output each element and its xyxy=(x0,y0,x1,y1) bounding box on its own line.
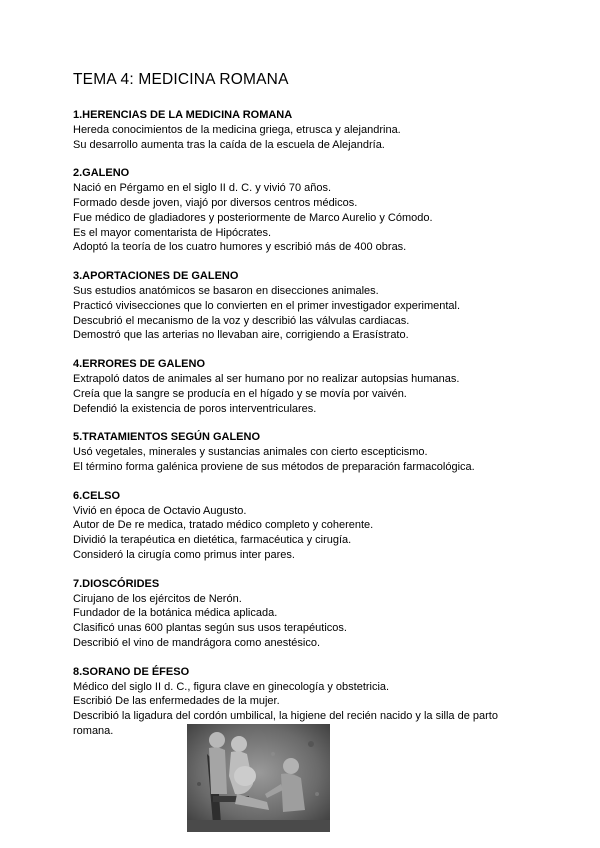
section-line: Demostró que las arterias no llevaban aire, corrigiendo a Erasístrato. xyxy=(73,329,409,342)
section-heading: 3.APORTACIONES DE GALENO xyxy=(73,270,239,283)
section-heading: 6.CELSO xyxy=(73,489,121,502)
section-line: Es el mayor comentarista de Hipócrates. xyxy=(73,226,272,239)
section-line: Describió la ligadura del cordón umbilical, la higiene del recién nacido y la silla de parto romana. xyxy=(73,710,498,737)
section-1 xyxy=(73,108,533,152)
section-line: Practicó vivisecciones que lo convierten en el primer investigador experimental. xyxy=(73,299,461,312)
section-line: Clasificó unas 600 plantas según sus usos terapéuticos. xyxy=(73,622,347,635)
section-line: Usó vegetales, minerales y sustancias animales con cierto escepticismo. xyxy=(73,446,428,459)
section-heading: 2.GALENO xyxy=(73,167,130,180)
document-page xyxy=(73,70,533,753)
section-line: Autor de De re medica, tratado médico completo y coherente. xyxy=(73,519,374,532)
section-line: Vivió en época de Octavio Augusto. xyxy=(73,504,247,517)
sections-container xyxy=(73,108,533,739)
section-line: Creía que la sangre se producía en el hígado y se movía por vaivén. xyxy=(73,387,407,400)
section-line: Sus estudios anatómicos se basaron en disecciones animales. xyxy=(73,284,379,297)
section-line: Adoptó la teoría de los cuatro humores y escribió más de 400 obras. xyxy=(73,241,407,254)
section-line: Descubrió el mecanismo de la voz y describió las válvulas cardiacas. xyxy=(73,314,410,327)
section-line: El término forma galénica proviene de sus métodos de preparación farmacológica. xyxy=(73,460,475,473)
section-line: Describió el vino de mandrágora como anestésico. xyxy=(73,636,321,649)
section-4 xyxy=(73,357,533,416)
section-line: Defendió la existencia de poros interventriculares. xyxy=(73,402,317,415)
section-line: Formado desde joven, viajó por diversos centros médicos. xyxy=(73,196,358,209)
section-heading: 4.ERRORES DE GALENO xyxy=(73,358,206,371)
section-3 xyxy=(73,269,533,343)
section-line: Extrapoló datos de animales al ser humano por no realizar autopsias humanas. xyxy=(73,372,460,385)
roman-birth-relief-image xyxy=(187,724,330,832)
section-2 xyxy=(73,166,533,255)
page-title: TEMA 4: MEDICINA ROMANA xyxy=(73,71,289,88)
section-line: Escribió De las enfermedades de la mujer. xyxy=(73,695,280,708)
section-line: Hereda conocimientos de la medicina griega, etrusca y alejandrina. xyxy=(73,123,401,136)
section-heading: 1.HERENCIAS DE LA MEDICINA ROMANA xyxy=(73,109,293,121)
section-line: Consideró la cirugía como primus inter pares. xyxy=(73,548,295,561)
section-line: Nació en Pérgamo en el siglo II d. C. y vivió 70 años. xyxy=(73,182,332,195)
section-heading: 7.DIOSCÓRIDES xyxy=(73,577,160,590)
section-6 xyxy=(73,489,533,563)
section-line: Médico del siglo II d. C., figura clave en ginecología y obstetricia. xyxy=(73,680,390,693)
section-5 xyxy=(73,430,533,474)
section-heading: 5.TRATAMIENTOS SEGÚN GALENO xyxy=(73,431,261,444)
section-line: Fundador de la botánica médica aplicada. xyxy=(73,607,278,620)
section-7 xyxy=(73,577,533,651)
section-heading: 8.SORANO DE ÉFESO xyxy=(73,665,190,678)
section-line: Dividió la terapéutica en dietética, farmacéutica y cirugía. xyxy=(73,534,352,547)
section-line: Cirujano de los ejércitos de Nerón. xyxy=(73,592,242,605)
section-line: Fue médico de gladiadores y posteriormente de Marco Aurelio y Cómodo. xyxy=(73,211,433,224)
section-line: Su desarrollo aumenta tras la caída de la escuela de Alejandría. xyxy=(73,138,385,151)
